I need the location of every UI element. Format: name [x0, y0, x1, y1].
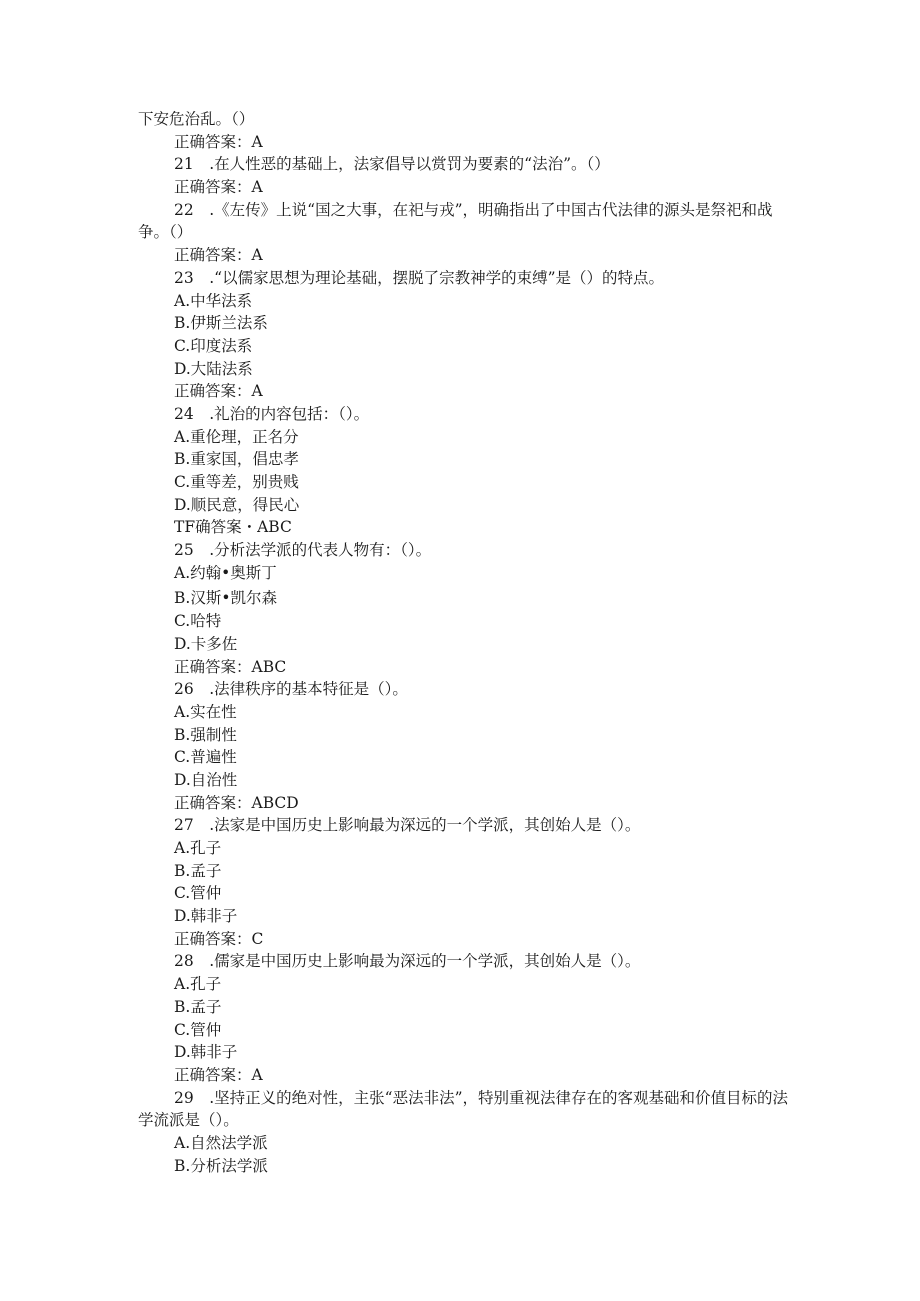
- option-b: B.孟子: [174, 861, 222, 880]
- answer-line: 正确答案：ABC: [174, 657, 287, 676]
- option-c: C.重等差，别贵贱: [174, 473, 299, 492]
- option-d: D.自治性: [174, 770, 238, 789]
- answer-line: 正确答案：ABCD: [174, 793, 299, 812]
- option-c: C.管仲: [174, 884, 222, 903]
- option-a: A.孔子: [174, 839, 222, 858]
- question-21: 21 .在人性恶的基础上，法家倡导以赏罚为要素的“法治”。（）: [174, 155, 610, 174]
- option-b: B.汉斯•凯尔森: [174, 589, 277, 608]
- question-24: 24 .礼治的内容包括：（）。: [174, 404, 370, 423]
- option-d: D.韩非子: [174, 907, 238, 926]
- option-d: D.卡多佐: [174, 634, 238, 653]
- option-a: A.实在性: [174, 702, 237, 721]
- option-b: B.分析法学派: [174, 1156, 268, 1175]
- option-c: C.管仲: [174, 1020, 222, 1039]
- answer-line: TF确答案・ABC: [174, 518, 292, 537]
- option-b: B.重家国，倡忠孝: [174, 450, 299, 469]
- question-28: 28 .儒家是中国历史上影响最为深远的一个学派，其创始人是（）。: [174, 952, 641, 971]
- option-a: A.自然法学派: [174, 1134, 268, 1152]
- option-c: C.哈特: [174, 612, 222, 631]
- option-d: D.大陆法系: [174, 359, 253, 378]
- question-27: 27 .法家是中国历史上影响最为深远的一个学派，其创始人是（）。: [174, 816, 641, 835]
- option-b: B.强制性: [174, 725, 237, 744]
- option-b: B.孟子: [174, 997, 222, 1016]
- question-26: 26 .法律秩序的基本特征是（）。: [174, 680, 408, 699]
- text-line: 下安危治乱。（）: [138, 110, 255, 128]
- option-c: C.印度法系: [174, 336, 253, 355]
- question-23: 23 .“以儒家思想为理论基础，摆脱了宗教神学的束缚”是（）的特点。: [174, 268, 665, 287]
- question-25: 25 .分析法学派的代表人物有：（）。: [174, 541, 432, 560]
- option-a: A.孔子: [174, 975, 222, 994]
- question-22: 22 .《左传》上说“国之大事，在祀与戎”，明确指出了中国古代法律的源头是祭祀和战争。（）: [138, 200, 773, 242]
- answer-line: 正确答案：C: [174, 929, 264, 948]
- answer-line: 正确答案：A: [174, 1065, 263, 1084]
- option-d: D.韩非子: [174, 1043, 238, 1062]
- answer-line: 正确答案：A: [174, 132, 263, 151]
- answer-line: 正确答案：A: [174, 178, 263, 197]
- option-a: A.中华法系: [174, 291, 253, 310]
- option-d: D.顺民意，得民心: [174, 495, 300, 514]
- answer-line: 正确答案：A: [174, 382, 263, 401]
- option-a: A.约翰•奥斯丁: [174, 563, 277, 582]
- question-list: [138, 108, 788, 1177]
- question-29: 29 .坚持正义的绝对性，主张“恶法非法”，特别重视法律存在的客观基础和价值目标的法学流派是（）。: [138, 1088, 789, 1130]
- option-b: B.伊斯兰法系: [174, 314, 268, 333]
- option-c: C.普遍性: [174, 748, 237, 767]
- option-a: A.重伦理，正名分: [174, 427, 299, 446]
- answer-line: 正确答案：A: [174, 246, 263, 265]
